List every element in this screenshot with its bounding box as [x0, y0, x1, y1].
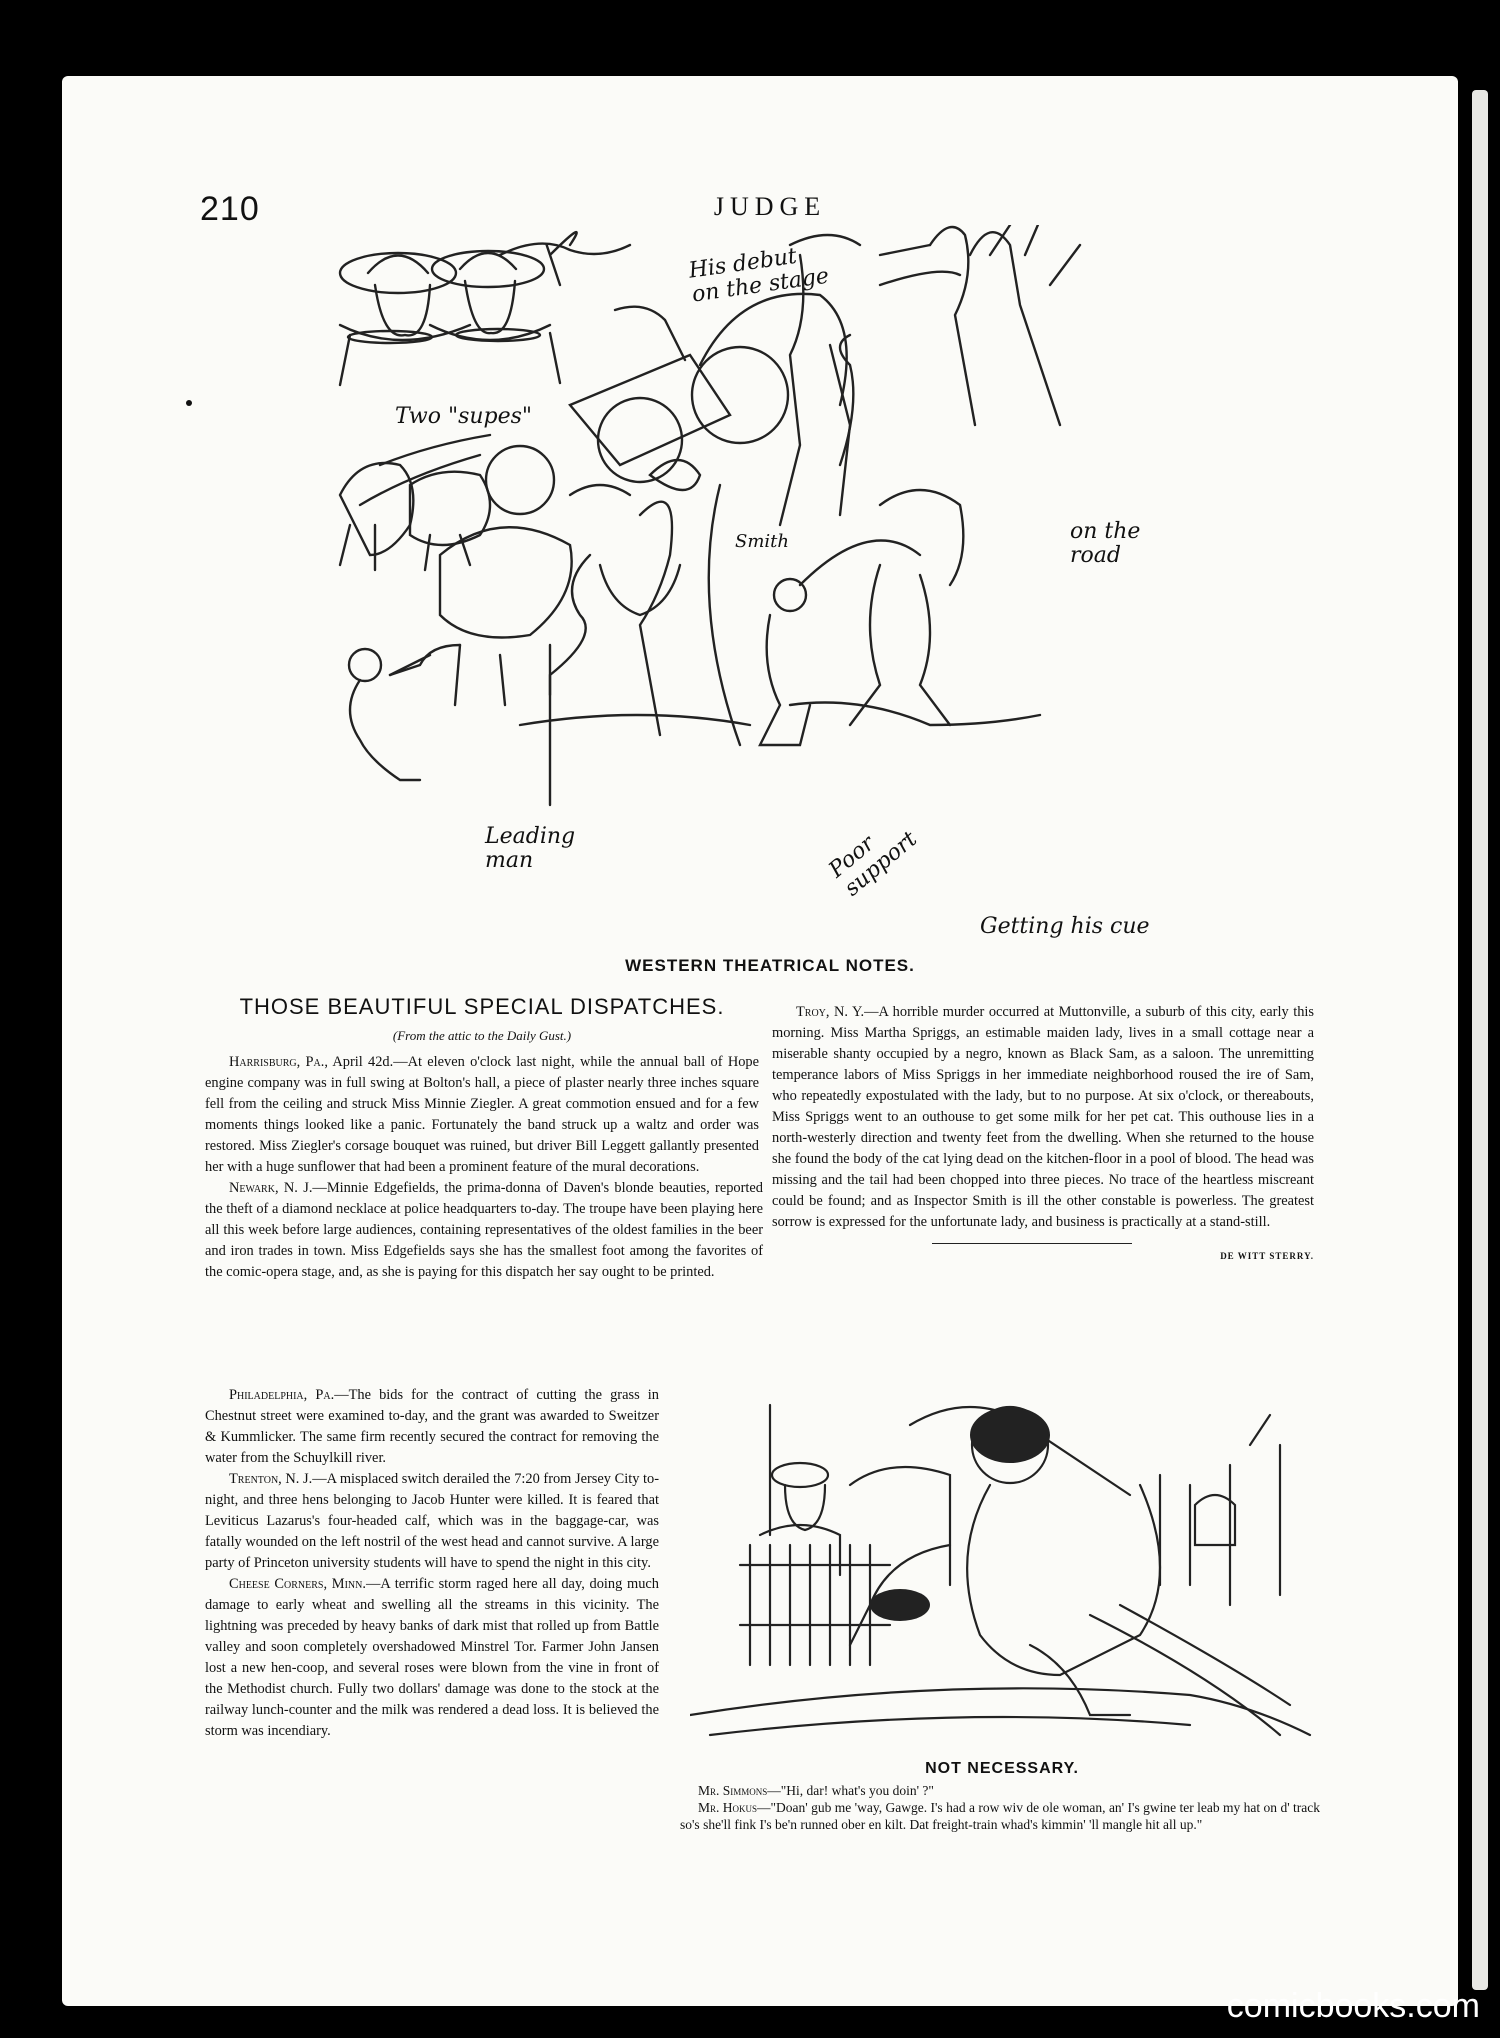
dialogue-line: Mr. Hokus—"Doan' gub me 'way, Gawge. I's had a row wiv de ole woman, an' I's gwine ter leab my hat on d' track so's she'll fink I's be'n runned ober en kilt. Dat freight-train whad's kimmin' 'll mangle hit all up.": [680, 1800, 1321, 1832]
next-page-edge: [1472, 90, 1488, 1990]
dispatch-paragraph: Troy, N. Y.—A horrible murder occurred at Muttonville, a suburb of this city, early this morning. Miss Martha Spriggs, an estimable maiden lady, lives in a small cottage near a miserable shanty occupied by a negro, known as Black Sam, as a saloon. The unremitting temperance labors of Miss Spriggs in her immediate neighborhood roused the ire of Sam, who repeatedly expostulated with the lady, but to no purpose. At six o'clock, or thereabouts, Miss Spriggs went to an outhouse to get some milk for her pet cat. This outhouse lies in a north-westerly direction and twenty feet from the dwelling. When she returned to the house she found the body of the cat lying dead on the kitchen-floor in a pool of blood. The head was missing and the tail had been chopped into three pieces. No trace of the heartless miscreant could be found; and as Inspector Smith is ill the other constable is powerless. The greatest sorrow is expressed for the unfortunate lady, and business is practically at a stand-still.: [772, 1004, 1314, 1230]
label-on-the-road: on the road: [1070, 519, 1141, 568]
page-number: 210: [200, 190, 260, 228]
article-headline: THOSE BEAUTIFUL SPECIAL DISPATCHES.: [239, 994, 725, 1019]
label-two-supes: Two "supes": [395, 404, 533, 429]
right-column: [772, 1002, 1314, 1267]
getting-cue-sketch: [760, 335, 1040, 745]
dispatch-paragraph: Trenton, N. J.—A misplaced switch derailed the 7:20 from Jersey City to-night, and three hens belonging to Jacob Hunter were killed. It is feared that Leviticus Lazarus's four-headed calf, which was in the baggage-car, was fatally wounded on the left nostril of the west head and cannot survive. A large party of Princeton university students will have to spend the night in this city.: [205, 1471, 659, 1571]
cartoon-dialogue: [680, 1782, 1320, 1833]
ink-spot: [186, 400, 192, 406]
not-necessary-cartoon: [690, 1385, 1320, 1755]
left-column-narrow: [205, 1385, 659, 1742]
dispatch-paragraph: Newark, N. J.—Minnie Edgefields, the prima-donna of Daven's blonde beauties, reported the theft of a diamond necklace at police headquarters to-day. The troupe have been playing here all this week before large audiences, containing representatives of the oldest families in the beer and iron trades in town. Miss Edgefields says she has the smallest foot among the favorites of the comic-opera stage, and, as she is paying for this dispatch her say ought to be printed.: [205, 1180, 763, 1280]
article-subhead: (From the attic to the Daily Gust.): [392, 1028, 572, 1043]
watermark: comicbooks.com: [1226, 1987, 1480, 2025]
divider-rule: [932, 1243, 1132, 1244]
dispatch-paragraph: Harrisburg, Pa., April 42d.—At eleven o'clock last night, while the annual ball of Hope engine company was in full swing at Bolton's hall, a piece of plaster nearly three inches square fell from the ceiling and struck Miss Minnie Ziegler. A great commotion ensued and for a few moments things looked like a panic. Fortunately the band struck up a waltz and order was restored. Miss Ziegler's corsage bouquet was ruined, but driver Bill Leggett gallantly presented her with a huge sunflower that had been a prominent feature of the mural decorations.: [205, 1054, 759, 1175]
illustration-caption: WESTERN THEATRICAL NOTES.: [625, 956, 915, 975]
label-debut: His debut on the stage: [687, 243, 831, 308]
two-supes-sketch: [340, 251, 560, 385]
leading-man-sketch: [349, 527, 572, 780]
masthead: JUDGE: [713, 192, 827, 221]
cartoon-caption: NOT NECESSARY.: [925, 1760, 1079, 1777]
dispatch-paragraph: Cheese Corners, Minn.—A terrific storm raged here all day, doing much damage to early wheat and swelling all the streams in this vicinity. The lightning was preceded by heavy banks of dark mist that rolled up from Battle valley and soon completely overshadowed Minstrel Tor. Farmer John Jansen lost a new hen-coop, and several roses were blown from the vine in front of the Methodist church. Fully two dollars' damage was done to the stock at the railway lunch-counter and the milk was rendered a dead loss. It is believed the storm was incendiary.: [205, 1576, 659, 1739]
dispatch-paragraph: Philadelphia, Pa.—The bids for the contract of cutting the grass in Chestnut street were examined to-day, and the grant was awarded to Sweitzer & Kummlicker. The same firm recently secured the contract for removing the water from the Schuylkill river.: [205, 1387, 659, 1466]
artist-signature: Smith: [735, 531, 789, 552]
dialogue-line: Mr. Simmons—"Hi, dar! what's you doin' ?": [698, 1783, 934, 1798]
poor-support-sketch: [520, 460, 750, 805]
western-theatrical-illustration: [320, 225, 1190, 950]
label-leading-man: Leading man: [485, 824, 576, 873]
author-signature: DE WITT STERRY.: [1220, 1251, 1314, 1261]
label-poor-support: Poor support: [824, 826, 923, 902]
label-getting-cue: Getting his cue: [980, 914, 1150, 939]
left-column: [205, 994, 763, 1283]
